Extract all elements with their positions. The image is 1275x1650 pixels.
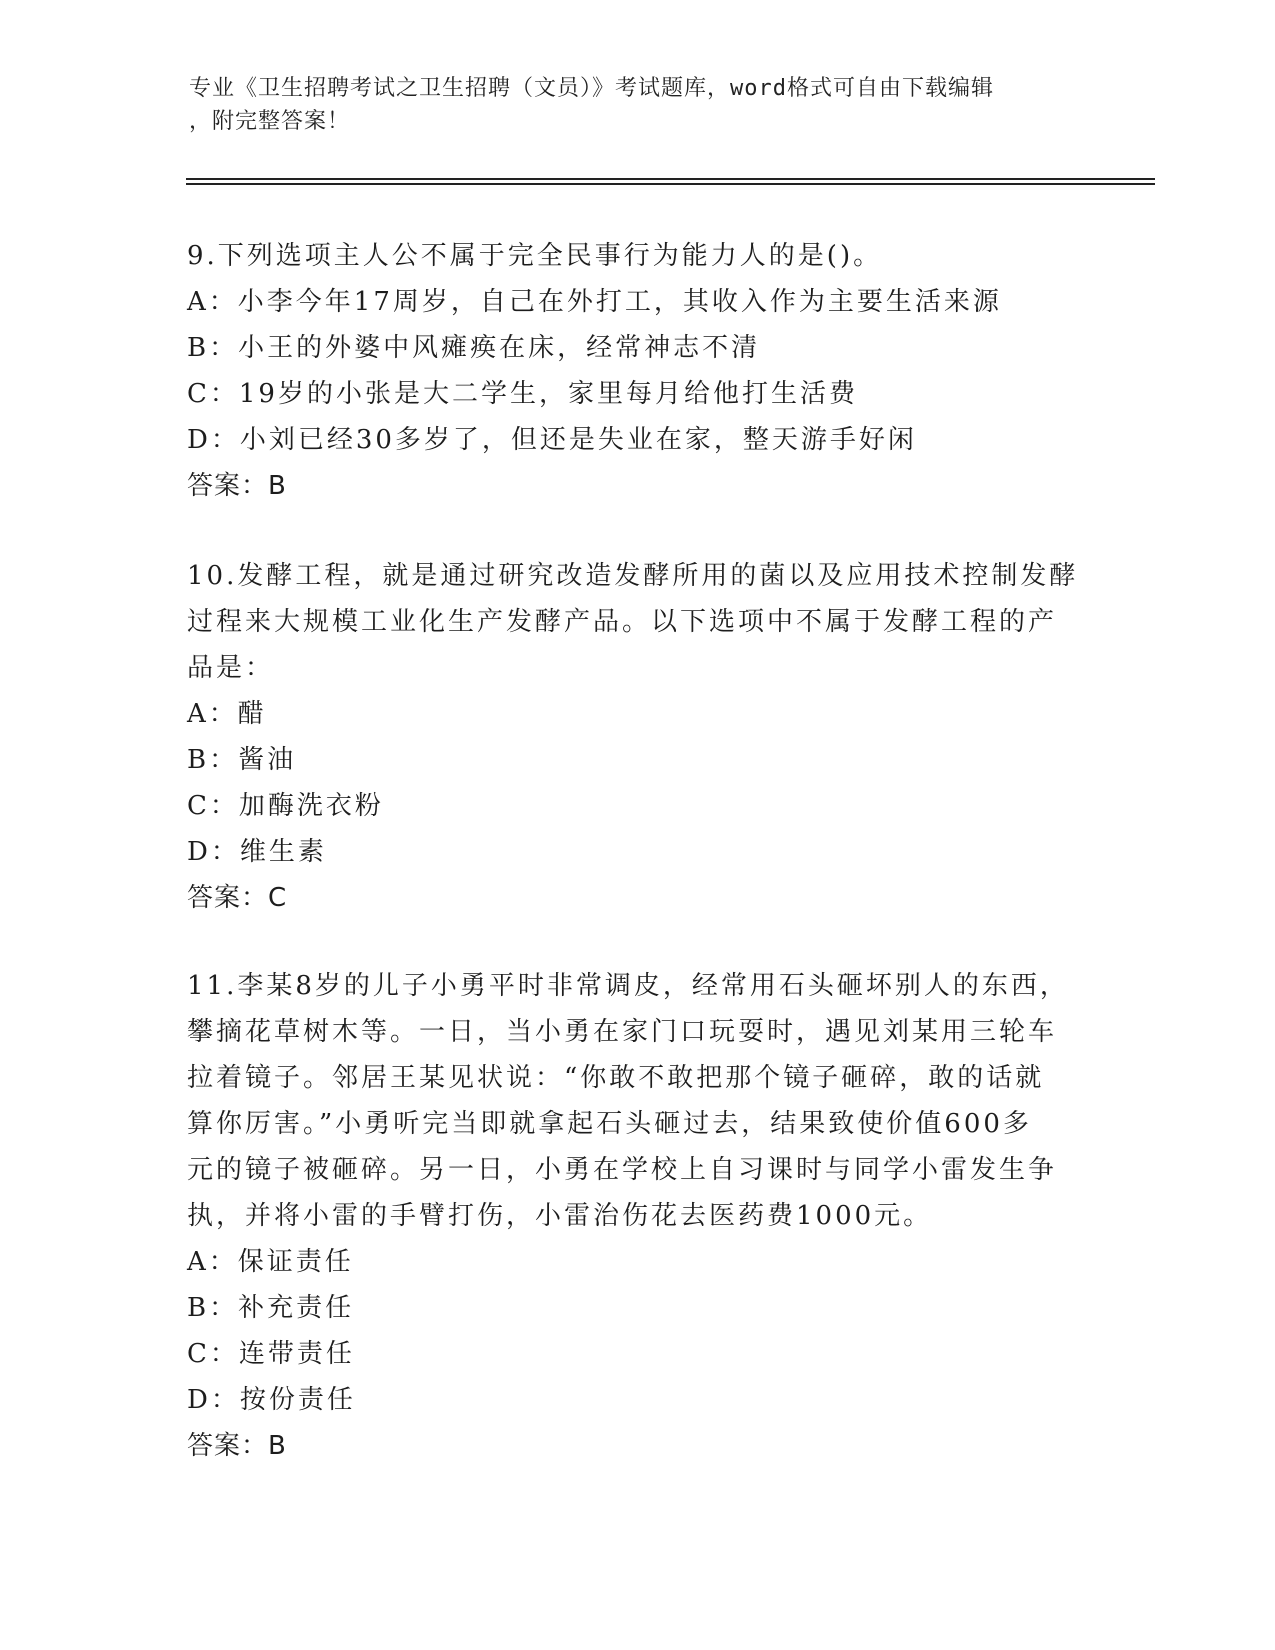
header-line-2: ，附完整答案！ [189, 109, 351, 134]
option-b: B：小王的外婆中风瘫痪在床，经常神志不清 [187, 333, 761, 363]
option-d: D：按份责任 [187, 1385, 356, 1415]
option-c: C：加酶洗衣粉 [187, 791, 384, 821]
answer: 答案：C [187, 883, 288, 913]
question-stem-line-6: 执，并将小雷的手臂打伤，小雷治伤花去医药费1000元。 [187, 1201, 933, 1231]
document-header [189, 72, 1069, 138]
question-10 [187, 553, 1087, 921]
question-9 [187, 233, 1087, 509]
question-stem-line-4: 算你厉害。”小勇听完当即就拿起石头砸过去，结果致使价值600多 [187, 1109, 1032, 1139]
option-b: B：酱油 [187, 745, 297, 775]
option-c: C：连带责任 [187, 1339, 355, 1369]
option-d: D：小刘已经30多岁了，但还是失业在家，整天游手好闲 [187, 425, 917, 455]
question-stem-line-1: 11.李某8岁的儿子小勇平时非常调皮，经常用石头砸坏别人的东西， [187, 971, 1069, 1001]
question-stem-line-1: 10.发酵工程，就是通过研究改造发酵所用的菌以及应用技术控制发酵 [187, 561, 1079, 591]
question-stem-line-2: 过程来大规模工业化生产发酵产品。以下选项中不属于发酵工程的产 [187, 607, 1058, 637]
header-line-1: 专业《卫生招聘考试之卫生招聘（文员）》考试题库，word格式可自由下载编辑 [189, 76, 994, 101]
option-c: C：19岁的小张是大二学生，家里每月给他打生活费 [187, 379, 858, 409]
option-b: B：补充责任 [187, 1293, 355, 1323]
question-11 [187, 963, 1087, 1469]
option-d: D：维生素 [187, 837, 327, 867]
answer: 答案：B [187, 471, 287, 501]
question-stem-line-3: 品是： [187, 653, 275, 683]
question-stem-line-2: 攀摘花草树木等。一日，当小勇在家门口玩耍时，遇见刘某用三轮车 [187, 1017, 1058, 1047]
question-stem-line-3: 拉着镜子。邻居王某见状说：“你敢不敢把那个镜子砸碎，敢的话就 [187, 1063, 1045, 1093]
question-stem: 9.下列选项主人公不属于完全民事行为能力人的是()。 [187, 241, 883, 271]
option-a: A：小李今年17周岁，自己在外打工，其收入作为主要生活来源 [187, 287, 1002, 317]
header-divider-top [186, 178, 1155, 180]
answer: 答案：B [187, 1431, 287, 1461]
option-a: A：醋 [187, 699, 267, 729]
question-stem-line-5: 元的镜子被砸碎。另一日，小勇在学校上自习课时与同学小雷发生争 [187, 1155, 1058, 1185]
header-divider-bottom [186, 183, 1155, 185]
option-a: A：保证责任 [187, 1247, 354, 1277]
